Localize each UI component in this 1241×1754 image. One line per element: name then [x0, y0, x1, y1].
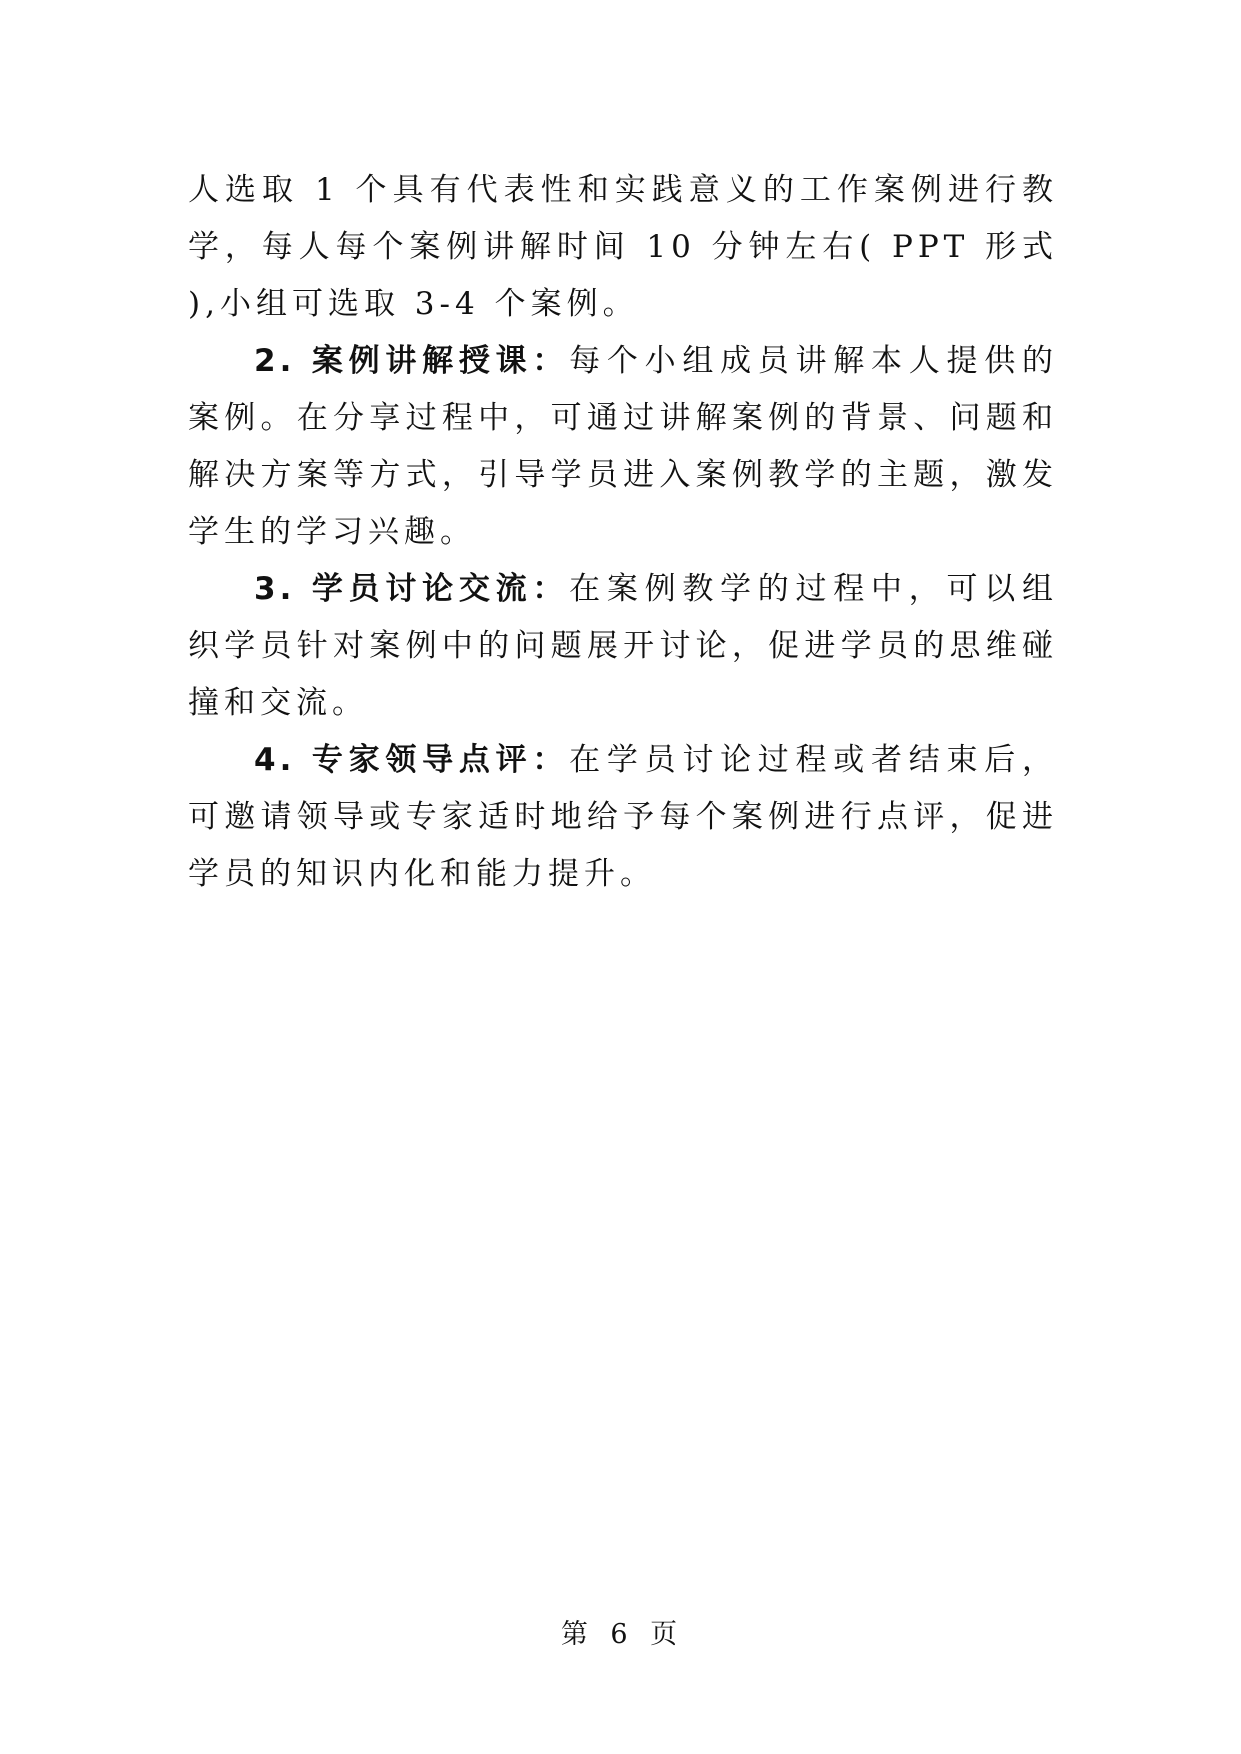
continuation-paragraph: 人选取 1 个具有代表性和实践意义的工作案例进行教学，每人每个案例讲解时间 10 分钟左右( PPT 形式 ),小组可选取 3-4 个案例。 [188, 172, 1058, 322]
page-number: 第 6 页 [560, 1619, 681, 1650]
step-heading: 4. 专家领导点评： [254, 742, 570, 778]
step-paragraph [188, 561, 1058, 732]
step-heading: 2. 案例讲解授课： [254, 343, 570, 379]
step-paragraph [188, 333, 1058, 561]
step-paragraph [188, 732, 1058, 903]
step-heading: 3. 学员讨论交流： [254, 571, 570, 607]
document-body [188, 162, 1058, 903]
step-text: 在案例教学的过程中，可以组织学员针对案例中的问题展开讨论，促进学员的思维碰撞和交流。 [188, 571, 1059, 721]
step-text: 在学员讨论过程或者结束后，可邀请领导或专家适时地给予每个案例进行点评，促进学员的知识内化和能力提升。 [188, 742, 1059, 892]
step-text: 每个小组成员讲解本人提供的案例。在分享过程中，可通过讲解案例的背景、问题和解决方案等方式，引导学员进入案例教学的主题，激发学生的学习兴趣。 [188, 343, 1059, 550]
